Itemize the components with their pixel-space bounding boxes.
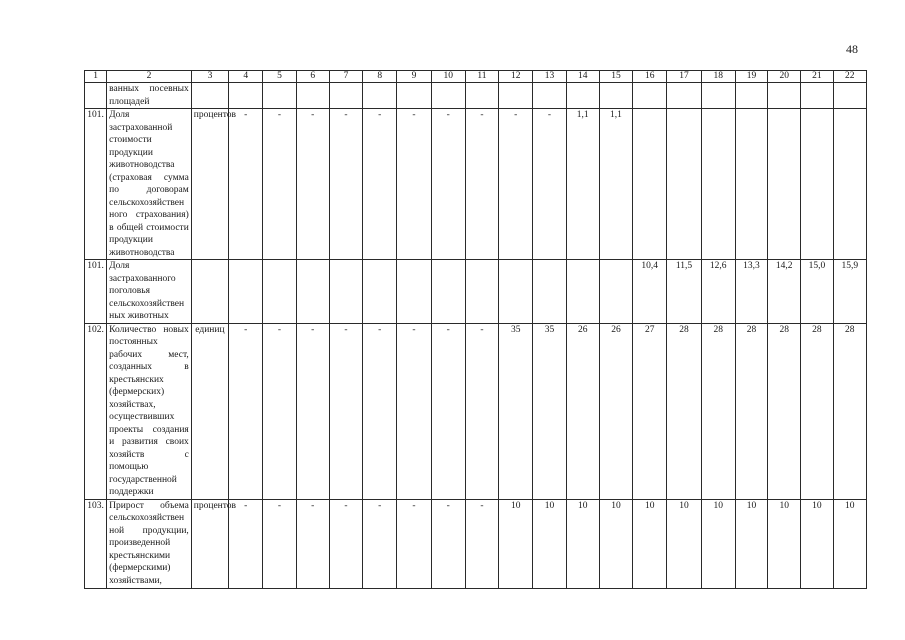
value-cell: 10,4	[633, 260, 667, 324]
column-number-cell: 12	[499, 71, 533, 83]
value-cell	[801, 109, 833, 260]
value-cell	[833, 83, 866, 109]
value-cell: -	[263, 109, 296, 260]
value-cell: -	[296, 323, 329, 499]
column-number-cell: 11	[465, 71, 498, 83]
value-cell	[599, 260, 632, 324]
value-cell: -	[296, 109, 329, 260]
unit-cell: процентов	[191, 109, 228, 260]
value-cell	[667, 109, 701, 260]
value-cell: 10	[566, 499, 599, 588]
unit-cell: единиц	[191, 323, 228, 499]
value-cell: -	[363, 109, 397, 260]
value-cell: -	[431, 323, 465, 499]
column-number-cell: 2	[107, 71, 192, 83]
value-cell: -	[499, 109, 533, 260]
value-cell: 1,1	[599, 109, 632, 260]
table-row	[85, 499, 867, 588]
column-number-cell: 14	[566, 71, 599, 83]
value-cell: -	[533, 109, 566, 260]
value-cell: 11,5	[667, 260, 701, 324]
value-cell: 28	[768, 323, 801, 499]
value-cell: -	[263, 499, 296, 588]
column-number-cell: 9	[397, 71, 431, 83]
value-cell: -	[397, 499, 431, 588]
value-cell	[397, 83, 431, 109]
value-cell	[329, 260, 362, 324]
value-cell	[735, 109, 767, 260]
indicator-name-cell: Доля застрахованной стоимости продукции животноводства (страховая сумма по договорам сельскохозяйственного страхования) в общей стоимости продукции животноводства	[107, 109, 192, 260]
value-cell: -	[465, 323, 498, 499]
value-cell: 28	[701, 323, 735, 499]
row-number-cell	[85, 83, 107, 109]
value-cell: -	[397, 109, 431, 260]
column-number-cell: 22	[833, 71, 866, 83]
column-number-cell: 3	[191, 71, 228, 83]
row-number-cell: 101.	[85, 109, 107, 260]
value-cell	[533, 83, 566, 109]
value-cell	[296, 260, 329, 324]
unit-cell	[191, 83, 228, 109]
value-cell: 10	[667, 499, 701, 588]
value-cell: -	[465, 109, 498, 260]
value-cell: -	[296, 499, 329, 588]
value-cell: -	[229, 109, 263, 260]
value-cell	[533, 260, 566, 324]
value-cell	[633, 109, 667, 260]
value-cell	[263, 260, 296, 324]
indicator-name-cell: Количество новых постоянных рабочих мест, созданных в крестьянских (фермерских) хозяйствах, осуществивших проекты создания и развития своих хозяйств с помощью государственной поддержки	[107, 323, 192, 499]
table-row	[85, 323, 867, 499]
unit-cell: процентов	[191, 499, 228, 588]
value-cell: 10	[801, 499, 833, 588]
value-cell	[465, 83, 498, 109]
column-number-cell: 7	[329, 71, 362, 83]
value-cell: 10	[833, 499, 866, 588]
value-cell	[768, 109, 801, 260]
value-cell	[599, 83, 632, 109]
value-cell: 10	[533, 499, 566, 588]
page-number: 48	[846, 42, 858, 56]
value-cell: -	[229, 499, 263, 588]
value-cell: -	[363, 499, 397, 588]
column-number-cell: 17	[667, 71, 701, 83]
value-cell: -	[431, 499, 465, 588]
value-cell: 1,1	[566, 109, 599, 260]
value-cell: 28	[833, 323, 866, 499]
column-number-cell: 20	[768, 71, 801, 83]
value-cell	[229, 260, 263, 324]
unit-cell	[191, 260, 228, 324]
value-cell: 27	[633, 323, 667, 499]
indicator-name-cell: Доля застрахованного поголовья сельскохозяйственных животных	[107, 260, 192, 324]
value-cell	[499, 260, 533, 324]
value-cell	[667, 83, 701, 109]
column-number-cell: 21	[801, 71, 833, 83]
value-cell: -	[431, 109, 465, 260]
value-cell: 10	[499, 499, 533, 588]
value-cell: 12,6	[701, 260, 735, 324]
value-cell: -	[229, 323, 263, 499]
value-cell: 15,0	[801, 260, 833, 324]
value-cell	[431, 260, 465, 324]
value-cell	[329, 83, 362, 109]
column-number-cell: 19	[735, 71, 767, 83]
value-cell: 15,9	[833, 260, 866, 324]
value-cell	[263, 83, 296, 109]
indicator-name-cell: Прирост объема сельскохозяйственной продукции, произведенной крестьянскими (фермерскими) хозяйствами,	[107, 499, 192, 588]
value-cell: 10	[701, 499, 735, 588]
value-cell	[633, 83, 667, 109]
table-row	[85, 109, 867, 260]
value-cell: 35	[533, 323, 566, 499]
value-cell: 28	[667, 323, 701, 499]
table-row	[85, 260, 867, 324]
column-number-cell: 8	[363, 71, 397, 83]
value-cell: -	[329, 323, 362, 499]
value-cell: 35	[499, 323, 533, 499]
column-number-cell: 10	[431, 71, 465, 83]
value-cell: 26	[566, 323, 599, 499]
value-cell	[801, 83, 833, 109]
value-cell	[768, 83, 801, 109]
value-cell: 26	[599, 323, 632, 499]
column-number-cell: 16	[633, 71, 667, 83]
column-number-cell: 6	[296, 71, 329, 83]
value-cell	[499, 83, 533, 109]
value-cell: -	[329, 499, 362, 588]
value-cell	[431, 83, 465, 109]
indicator-table	[84, 70, 867, 589]
column-number-cell: 15	[599, 71, 632, 83]
value-cell: 10	[633, 499, 667, 588]
value-cell: -	[465, 499, 498, 588]
value-cell	[397, 260, 431, 324]
value-cell	[465, 260, 498, 324]
column-number-cell: 1	[85, 71, 107, 83]
value-cell	[566, 260, 599, 324]
value-cell: -	[329, 109, 362, 260]
row-number-cell: 101.	[85, 260, 107, 324]
value-cell: 13,3	[735, 260, 767, 324]
value-cell: 28	[801, 323, 833, 499]
value-cell	[229, 83, 263, 109]
value-cell	[701, 83, 735, 109]
value-cell: -	[363, 323, 397, 499]
value-cell: 10	[735, 499, 767, 588]
value-cell	[735, 83, 767, 109]
row-number-cell: 102.	[85, 323, 107, 499]
table-row	[85, 83, 867, 109]
value-cell: 14,2	[768, 260, 801, 324]
value-cell	[363, 83, 397, 109]
value-cell: 28	[735, 323, 767, 499]
value-cell: 10	[599, 499, 632, 588]
row-number-cell: 103.	[85, 499, 107, 588]
value-cell	[833, 109, 866, 260]
value-cell: -	[397, 323, 431, 499]
value-cell	[296, 83, 329, 109]
value-cell	[363, 260, 397, 324]
column-number-row	[85, 71, 867, 83]
value-cell	[701, 109, 735, 260]
indicator-name-cell: ванных посевных площадей	[107, 83, 192, 109]
column-number-cell: 18	[701, 71, 735, 83]
column-number-cell: 4	[229, 71, 263, 83]
value-cell	[566, 83, 599, 109]
value-cell: -	[263, 323, 296, 499]
column-number-cell: 13	[533, 71, 566, 83]
value-cell: 10	[768, 499, 801, 588]
column-number-cell: 5	[263, 71, 296, 83]
